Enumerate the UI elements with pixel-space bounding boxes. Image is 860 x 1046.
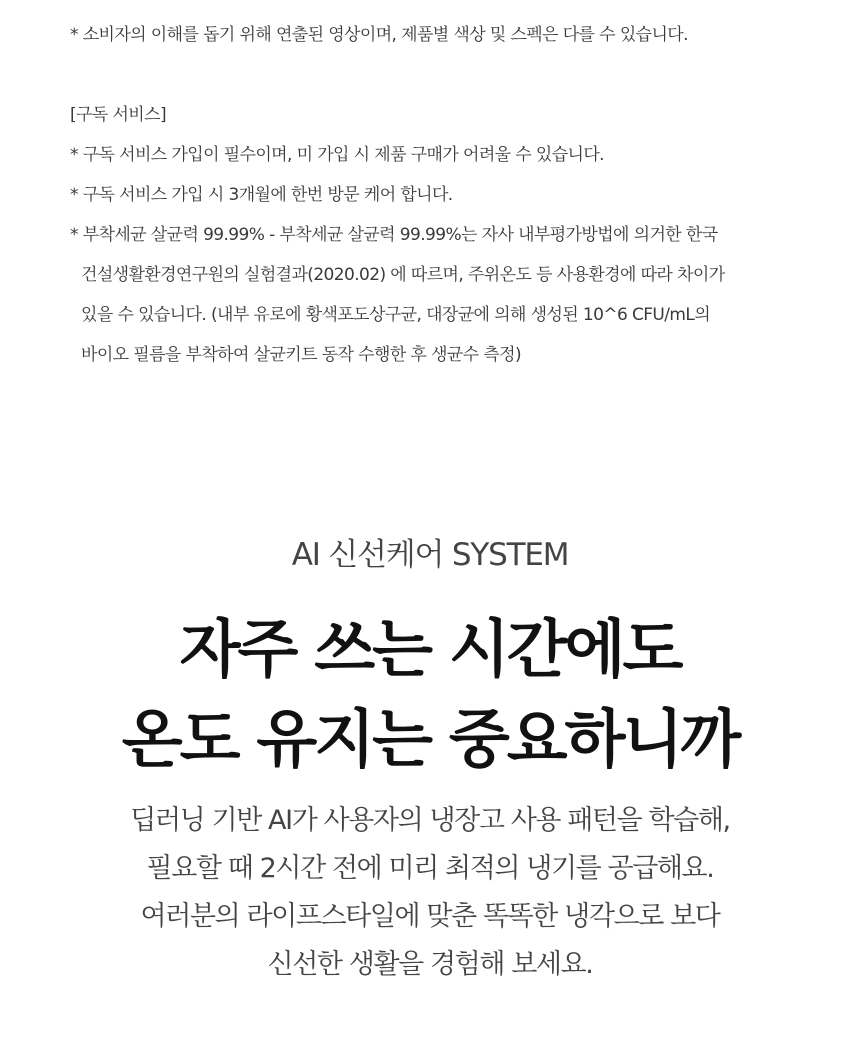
sterilization-note-line-3: 있을 수 있습니다. (내부 유로에 황색포도상구균, 대장균에 의해 생성된 10^6 CFU/mL의	[81, 305, 711, 325]
headline-line-2: 온도 유지는 중요하니까	[121, 703, 739, 776]
description-line-2: 필요할 때 2시간 전에 미리 최적의 냉기를 공급해요.	[146, 853, 714, 884]
subscription-note-visit-care: * 구독 서비스 가입 시 3개월에 한번 방문 케어 합니다.	[70, 185, 453, 205]
sterilization-note-line-1: * 부착세균 살균력 99.99% - 부착세균 살균력 99.99%는 자사 내부평가방법에 의거한 한국	[70, 225, 718, 245]
sterilization-note-line-4: 바이오 필름을 부착하여 살균키트 동작 수행한 후 생균수 측정)	[81, 345, 522, 365]
description-line-4: 신선한 생활을 경험해 보세요.	[267, 949, 593, 980]
description-line-1: 딥러닝 기반 AI가 사용자의 냉장고 사용 패턴을 학습해,	[130, 805, 730, 836]
sterilization-note-line-2: 건설생활환경연구원의 실험결과(2020.02) 에 따르며, 주위온도 등 사용환경에 따라 차이가	[81, 265, 725, 285]
subscription-heading: [구독 서비스]	[70, 105, 166, 125]
description-line-3: 여러분의 라이프스타일에 맞춘 똑똑한 냉각으로 보다	[140, 901, 720, 932]
feature-eyebrow: AI 신선케어 SYSTEM	[291, 537, 569, 573]
video-disclaimer-text: * 소비자의 이해를 돕기 위해 연출된 영상이며, 제품별 색상 및 스펙은 다를 수 있습니다.	[70, 25, 688, 45]
subscription-note-required: * 구독 서비스 가입이 필수이며, 미 가입 시 제품 구매가 어려울 수 있습니다.	[70, 145, 604, 165]
headline-line-1: 자주 쓰는 시간에도	[179, 613, 681, 686]
